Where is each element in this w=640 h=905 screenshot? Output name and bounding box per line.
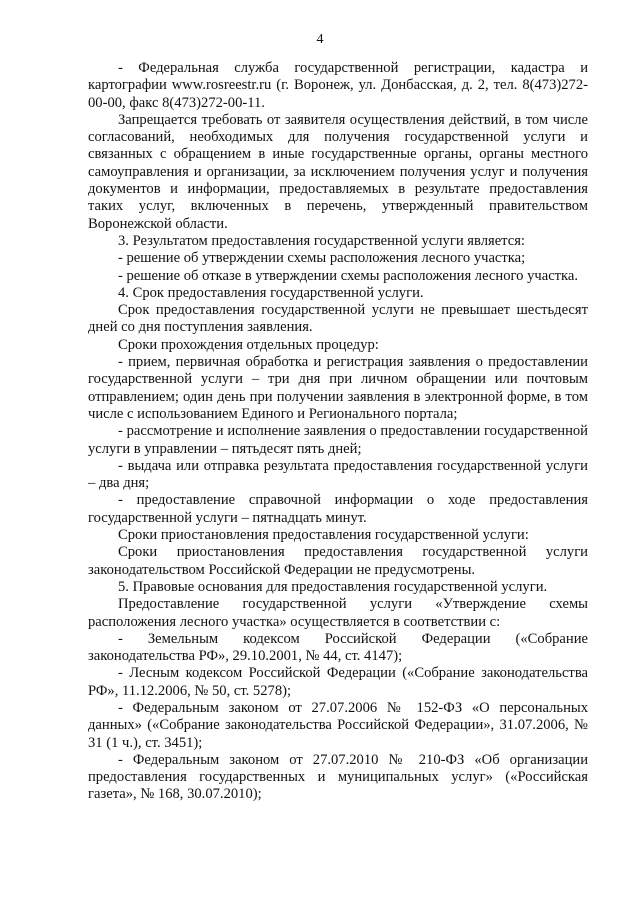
paragraph-legal-basis-intro: Предоставление государственной услуги «Утверждение схемы расположения лесного участка» осуществляется в соответствии с: bbox=[88, 596, 588, 630]
list-item-land-code: - Земельным кодексом Российской Федерации («Собрание законодательства РФ», 29.10.2001, № 44, ст. 4147); bbox=[88, 630, 588, 665]
list-item-forest-code: - Лесным кодексом Российской Федерации («Собрание законодательства РФ», 11.12.2006, № 50, ст. 5278); bbox=[88, 665, 588, 699]
paragraph-suspension-text: Сроки приостановления предоставления государственной услуги законодательством Российской Федерации не предусмотрены. bbox=[88, 544, 588, 578]
paragraph-suspension-heading: Сроки приостановления предоставления государственной услуги: bbox=[118, 527, 529, 544]
document-body bbox=[88, 60, 588, 804]
list-item-refusal-decision: - решение об отказе в утверждении схемы расположения лесного участка. bbox=[118, 267, 579, 284]
list-item-issuance-term: - выдача или отправка результата предоставления государственной услуги – два дня; bbox=[88, 457, 588, 492]
list-item-law-152: - Федеральным законом от 27.07.2006 № 152-ФЗ «О персональных данных» («Собрание законодательства Российской Федерации», 31.07.2006, № 31 (1 ч.), ст. 3451); bbox=[88, 699, 588, 751]
paragraph-section-3-heading: 3. Результатом предоставления государственной услуги является: bbox=[118, 232, 525, 249]
list-item-approval-decision: - решение об утверждении схемы расположения лесного участка; bbox=[118, 250, 526, 267]
list-item-review-term: - рассмотрение и исполнение заявления о предоставлении государственной услуги в управлении – пятьдесят пять дней; bbox=[88, 423, 588, 457]
paragraph-prohibition: Запрещается требовать от заявителя осуществления действий, в том числе согласований, необходимых для получения государственной услуги и связанных с обращением в иные государственные органы, органы местного самоуправления и организации, за исключением получения услуг и получения документов и информации, предоставляемых в результате предоставления таких услуг, включенных в перечень, утвержденный правительством Воронежской области. bbox=[88, 111, 588, 232]
page-number: 4 bbox=[316, 32, 324, 47]
list-item-reference-term: - предоставление справочной информации о ходе предоставления государственной услуги – пятнадцать минут. bbox=[88, 492, 588, 526]
paragraph-rosreestr-contact: - Федеральная служба государственной регистрации, кадастра и картографии www.rosreestr.ru (г. Воронеж, ул. Донбасская, д. 2, тел. 8(473)272-00-00, факс 8(473)272-00-11. bbox=[88, 60, 588, 111]
list-item-reception-term: - прием, первичная обработка и регистрация заявления о предоставлении государственной услуги – три дня при личном обращении или почтовым отправлением; один день при получении заявления в электронной форме, в том числе с использованием Единого и Регионального портала; bbox=[88, 354, 588, 422]
paragraph-procedure-terms-heading: Сроки прохождения отдельных процедур: bbox=[118, 336, 379, 353]
paragraph-section-5-heading: 5. Правовые основания для предоставления государственной услуги. bbox=[118, 578, 548, 595]
paragraph-service-term: Срок предоставления государственной услуги не превышает шестьдесят дней со дня поступления заявления. bbox=[88, 302, 588, 336]
paragraph-section-4-heading: 4. Срок предоставления государственной услуги. bbox=[118, 284, 424, 301]
list-item-law-210: - Федеральным законом от 27.07.2010 № 210-ФЗ «Об организации предоставления государственных и муниципальных услуг» («Российская газета», № 168, 30.07.2010); bbox=[88, 751, 588, 803]
